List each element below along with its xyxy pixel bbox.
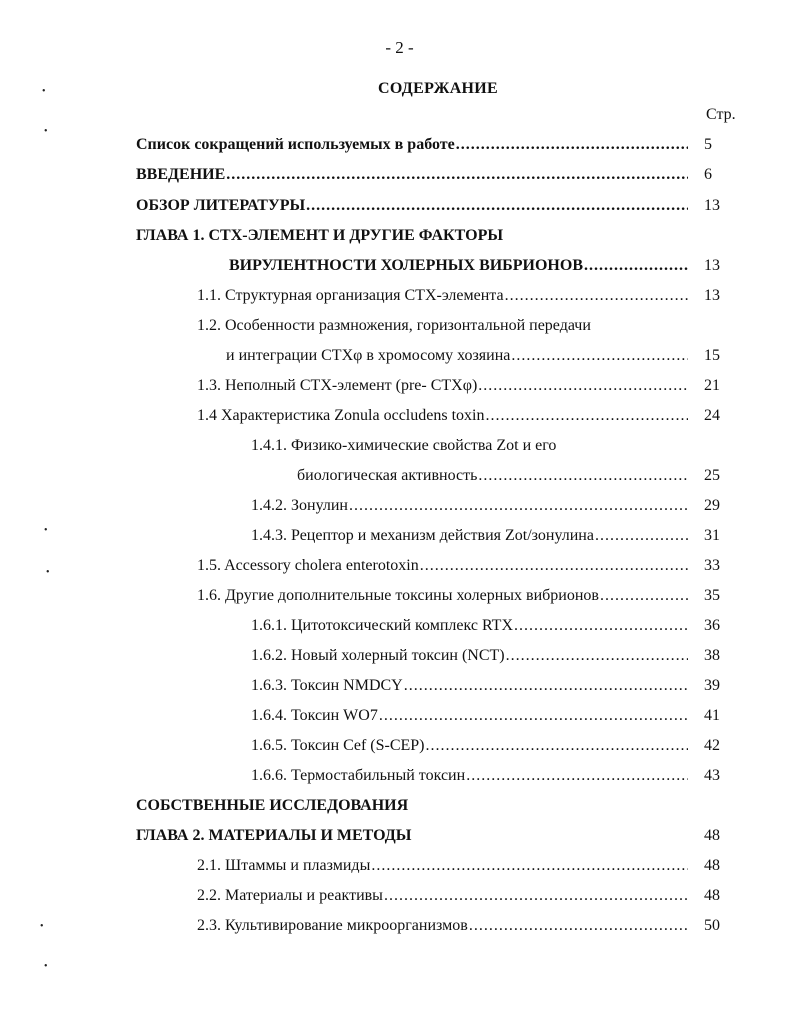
toc-page-2-2: 48 [704, 887, 720, 904]
toc-page-2-1: 48 [704, 857, 720, 874]
scan-speck: • [40, 921, 44, 932]
toc-entry-1-6-3: 1.6.3. Токсин NMDCY ..... [251, 675, 692, 697]
toc-page-1-6: 35 [704, 587, 720, 604]
toc-entry-1-1: 1.1. Структурная организация СТХ-элемента ..... [197, 285, 692, 307]
toc-entry-2-3: 2.3. Культивирование микроорганизмов ..... [197, 915, 692, 937]
toc-entry-1-2: 1.2. Особенности размножения, горизонтальной передачи [197, 317, 591, 334]
toc-entry-2-2: 2.2. Материалы и реактивы ..... [197, 885, 692, 907]
toc-entry-introduction: ВВЕДЕНИЕ ..... [136, 164, 692, 186]
toc-entry-chapter-2: ГЛАВА 2. МАТЕРИАЛЫ И МЕТОДЫ [136, 827, 412, 844]
toc-entry-1-6-4: 1.6.4. Токсин WO7 ..... [251, 705, 692, 727]
toc-entry-1-4-1-cont: биологическая активность ..... [297, 465, 692, 487]
toc-page-1-6-5: 42 [704, 737, 720, 754]
toc-page-1-1: 13 [704, 287, 720, 304]
toc-page-1-6-1: 36 [704, 617, 720, 634]
page-number: - 2 - [385, 38, 414, 57]
page-title: СОДЕРЖАНИЕ [377, 80, 499, 97]
toc-entry-1-6-5: 1.6.5. Токсин Cef (S-CEP) ..... [251, 735, 692, 757]
scan-speck: • [44, 961, 48, 972]
toc-entry-1-5: 1.5. Accessory cholera enterotoxin ..... [197, 555, 692, 577]
scan-speck: • [44, 126, 48, 137]
scan-speck: • [42, 86, 46, 97]
toc-entry-chapter-1: ГЛАВА 1. СТХ-ЭЛЕМЕНТ И ДРУГИЕ ФАКТОРЫ [136, 227, 504, 244]
toc-page-abbreviations: 5 [704, 136, 712, 153]
toc-page-introduction: 6 [704, 166, 712, 183]
toc-page-1-6-6: 43 [704, 767, 720, 784]
toc-page-1-6-2: 38 [704, 647, 720, 664]
toc-page-1-5: 33 [704, 557, 720, 574]
toc-entry-1-6-2: 1.6.2. Новый холерный токсин (NCT) ..... [251, 645, 692, 667]
toc-page-1-4-1: 25 [704, 467, 720, 484]
toc-entry-1-3: 1.3. Неполный СТХ-элемент (pre- СТХφ) ..... [197, 375, 692, 397]
toc-page-literature-review: 13 [704, 197, 720, 214]
toc-entry-2-1: 2.1. Штаммы и плазмиды ..... [197, 855, 692, 877]
toc-entry-1-6-6: 1.6.6. Термостабильный токсин ..... [251, 765, 692, 787]
toc-page-chapter-2: 48 [704, 827, 720, 844]
toc-entry-chapter-1-cont: ВИРУЛЕНТНОСТИ ХОЛЕРНЫХ ВИБРИОНОВ ..... [229, 255, 692, 277]
toc-entry-1-4-3: 1.4.3. Рецептор и механизм действия Zot/зонулина ..... [251, 525, 692, 547]
toc-entry-abbreviations: Список сокращений используемых в работе ..... [136, 134, 692, 156]
toc-entry-1-4-2: 1.4.2. Зонулин ..... [251, 495, 692, 517]
toc-entry-1-4: 1.4 Характеристика Zonula occludens toxin ..... [197, 405, 692, 427]
toc-page-chapter-1: 13 [704, 257, 720, 274]
toc-page-1-6-3: 39 [704, 677, 720, 694]
scan-speck: • [44, 525, 48, 536]
toc-page-2-3: 50 [704, 917, 720, 934]
toc-page-1-2: 15 [704, 347, 720, 364]
toc-entry-1-2-cont: и интеграции СТХφ в хромосому хозяина ..... [226, 345, 692, 367]
toc-entry-1-4-1: 1.4.1. Физико-химические свойства Zot и его [251, 437, 557, 454]
toc-page-1-4: 24 [704, 407, 720, 424]
toc-entry-1-6-1: 1.6.1. Цитотоксический комплекс RTX ..... [251, 615, 692, 637]
toc-entry-own-research: СОБСТВЕННЫЕ ИССЛЕДОВАНИЯ [136, 797, 409, 814]
toc-entry-literature-review: ОБЗОР ЛИТЕРАТУРЫ ..... [136, 195, 692, 217]
scan-speck: • [46, 567, 50, 578]
toc-page-1-4-2: 29 [704, 497, 720, 514]
toc-page-1-3: 21 [704, 377, 720, 394]
toc-page-1-6-4: 41 [704, 707, 720, 724]
toc-entry-1-6: 1.6. Другие дополнительные токсины холерных вибрионов ..... [197, 585, 692, 607]
toc-page-1-4-3: 31 [704, 527, 720, 544]
page-column-label: Стр. [706, 106, 736, 123]
